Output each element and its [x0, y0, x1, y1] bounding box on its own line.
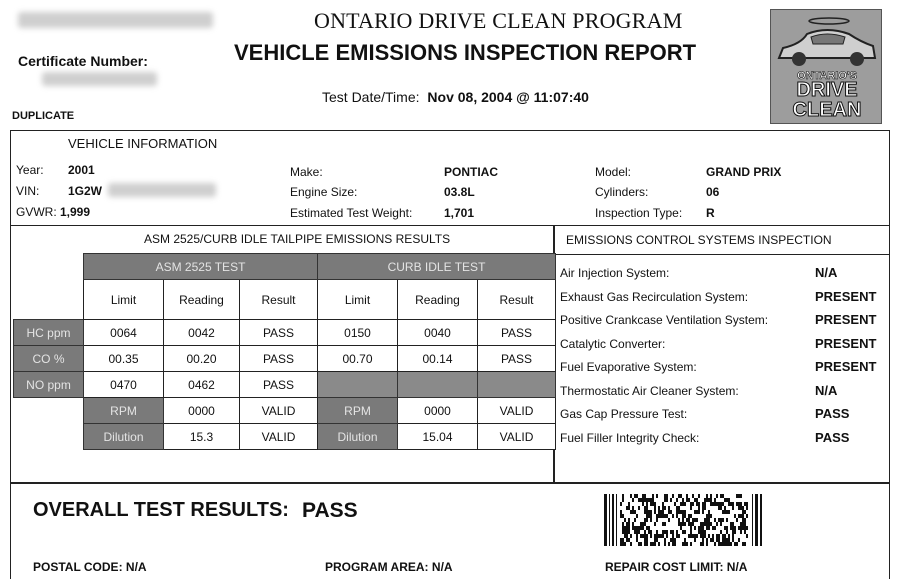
asm-reading-cell: 0042: [164, 320, 240, 346]
asm-result-cell: PASS: [240, 346, 318, 372]
curb-result-cell: PASS: [478, 320, 556, 346]
ecs-label: Catalytic Converter:: [560, 337, 666, 351]
gvwr-value: 1,999: [60, 205, 91, 219]
logo-text-drive: DRIVE: [796, 79, 858, 101]
ecs-value: PRESENT: [815, 336, 877, 351]
row-label-no: NO ppm: [14, 372, 84, 398]
year-label: Year:: [16, 163, 44, 177]
ecs-label: Thermostatic Air Cleaner System:: [560, 384, 739, 398]
duplicate-label: DUPLICATE: [12, 110, 75, 122]
program-area-value: N/A: [431, 560, 453, 574]
postal-code-label: POSTAL CODE:: [33, 560, 123, 574]
dilution-label: Dilution: [84, 424, 164, 450]
make-label: Make:: [290, 165, 323, 179]
curb-rpm-reading: 0000: [398, 398, 478, 424]
year-value: 2001: [68, 163, 95, 177]
program-title: ONTARIO DRIVE CLEAN PROGRAM: [314, 8, 683, 33]
curb-result-cell: PASS: [478, 346, 556, 372]
logo-text-clean: CLEAN: [792, 99, 862, 121]
ecs-label: Fuel Filler Integrity Check:: [560, 431, 700, 445]
overall-results-value: PASS: [302, 499, 358, 522]
gvwr-label: GVWR:: [16, 205, 57, 219]
asm-result-cell: PASS: [240, 372, 318, 398]
cylinders-value: 06: [706, 185, 720, 199]
curb-reading-cell: 00.14: [398, 346, 478, 372]
ecs-title: EMISSIONS CONTROL SYSTEMS INSPECTION: [566, 233, 832, 247]
curb-rpm-result: VALID: [478, 398, 556, 424]
ecs-label: Exhaust Gas Recirculation System:: [560, 290, 749, 304]
repair-cost-row: [605, 560, 747, 574]
ecs-value: N/A: [815, 383, 838, 398]
engine-size-value: 03.8L: [444, 185, 475, 199]
ecs-value: PRESENT: [815, 312, 877, 327]
certificate-label: Certificate Number:: [18, 53, 148, 69]
asm-test-header: ASM 2525 TEST: [84, 254, 318, 280]
curb-reading-cell: 0040: [398, 320, 478, 346]
asm-dilution-reading: 15.3: [164, 424, 240, 450]
column-header-reading: Reading: [164, 280, 240, 320]
drive-clean-logo: [770, 9, 882, 124]
asm-rpm-result: VALID: [240, 398, 318, 424]
asm-reading-cell: 0462: [164, 372, 240, 398]
ecs-value: PASS: [815, 406, 850, 421]
engine-size-label: Engine Size:: [290, 185, 358, 199]
inspection-type-value: R: [706, 206, 715, 220]
inspection-type-label: Inspection Type:: [595, 206, 683, 220]
test-date-row: [322, 89, 589, 105]
ecs-label: Positive Crankcase Ventilation System:: [560, 313, 769, 327]
program-area-label: PROGRAM AREA:: [325, 560, 429, 574]
ecs-value: PRESENT: [815, 359, 877, 374]
redacted-field: [18, 12, 213, 28]
table-row: [14, 424, 556, 450]
curb-result-cell-shaded: [478, 372, 556, 398]
car-icon: [771, 10, 883, 72]
test-weight-label: Estimated Test Weight:: [290, 206, 413, 220]
vin-value: 1G2W: [68, 184, 103, 198]
table-row: [14, 346, 556, 372]
test-date-label: Test Date/Time:: [322, 89, 420, 105]
curb-dilution-result: VALID: [478, 424, 556, 450]
ecs-title-underline: [553, 254, 890, 255]
report-title: VEHICLE EMISSIONS INSPECTION REPORT: [234, 40, 697, 65]
column-header-limit: Limit: [318, 280, 398, 320]
rpm-label: RPM: [84, 398, 164, 424]
ecs-label: Fuel Evaporative System:: [560, 360, 697, 374]
repair-cost-value: N/A: [726, 560, 748, 574]
row-label-hc: HC ppm: [14, 320, 84, 346]
asm-limit-cell: 0064: [84, 320, 164, 346]
ecs-value: PASS: [815, 430, 850, 445]
curb-idle-test-header: CURB IDLE TEST: [318, 254, 556, 280]
vehicle-info-title: VEHICLE INFORMATION: [68, 136, 218, 151]
asm-result-cell: PASS: [240, 320, 318, 346]
cylinders-label: Cylinders:: [595, 185, 649, 199]
column-header-result: Result: [478, 280, 556, 320]
model-label: Model:: [595, 165, 632, 179]
asm-reading-cell: 00.20: [164, 346, 240, 372]
vin-redacted: [108, 183, 216, 197]
asm-dilution-result: VALID: [240, 424, 318, 450]
logo-text-ontarios: ONTARIO'S: [797, 70, 857, 82]
column-header-result: Result: [240, 280, 318, 320]
table-row: [14, 398, 556, 424]
make-value: PONTIAC: [444, 165, 498, 179]
postal-code-row: [33, 560, 147, 574]
asm-limit-cell: 0470: [84, 372, 164, 398]
curb-limit-cell: 00.70: [318, 346, 398, 372]
tailpipe-results-title: ASM 2525/CURB IDLE TAILPIPE EMISSIONS RESULTS: [144, 232, 451, 246]
asm-rpm-reading: 0000: [164, 398, 240, 424]
ecs-value: N/A: [815, 265, 838, 280]
dilution-label: Dilution: [318, 424, 398, 450]
program-area-row: [325, 560, 453, 574]
emissions-table: [13, 253, 556, 450]
column-header-limit: Limit: [84, 280, 164, 320]
curb-dilution-reading: 15.04: [398, 424, 478, 450]
row-label-co: CO %: [14, 346, 84, 372]
model-value: GRAND PRIX: [706, 165, 782, 179]
overall-results-label: OVERALL TEST RESULTS:: [33, 499, 289, 521]
curb-reading-cell-shaded: [398, 372, 478, 398]
test-weight-value: 1,701: [444, 206, 475, 220]
curb-limit-cell-shaded: [318, 372, 398, 398]
table-row: [14, 372, 556, 398]
ecs-value: PRESENT: [815, 289, 877, 304]
rpm-label: RPM: [318, 398, 398, 424]
column-header-reading: Reading: [398, 280, 478, 320]
ecs-label: Gas Cap Pressure Test:: [560, 407, 688, 421]
asm-limit-cell: 00.35: [84, 346, 164, 372]
postal-code-value: N/A: [125, 560, 147, 574]
barcode-icon: [604, 494, 762, 546]
curb-limit-cell: 0150: [318, 320, 398, 346]
repair-cost-label: REPAIR COST LIMIT:: [605, 560, 724, 574]
table-row: [14, 320, 556, 346]
certificate-number-redacted: [42, 72, 157, 86]
test-date-value: Nov 08, 2004 @ 11:07:40: [427, 89, 589, 105]
ecs-label: Air Injection System:: [560, 266, 670, 280]
vin-label: VIN:: [16, 184, 40, 198]
